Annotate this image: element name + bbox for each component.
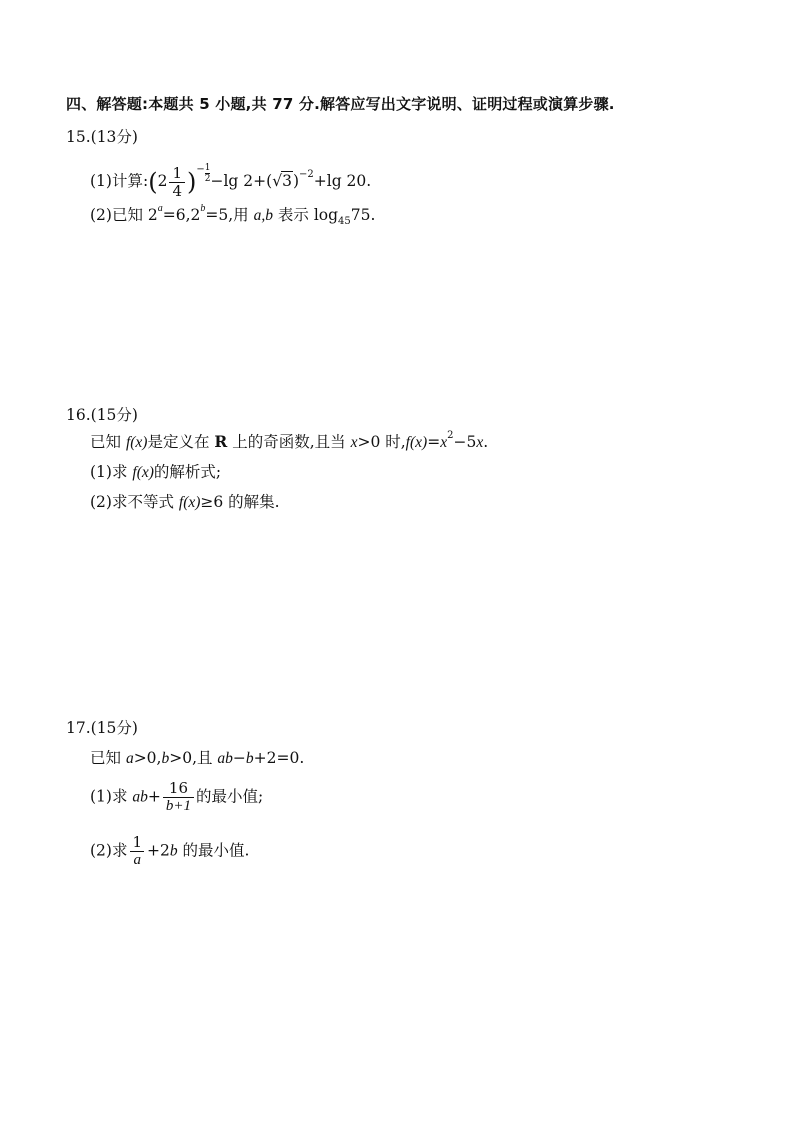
q17-p1-b: 的最小值; [196,787,264,806]
q15-p1-label: (1)计算: [90,172,149,190]
q15-p1-fraction [169,165,185,200]
q15-p2-a: a [157,203,163,214]
sqrt-sign-icon: √ [272,172,283,190]
q16-part2 [90,492,280,513]
q16-intro-R: R [214,432,228,451]
q15-p1-tail: +lg 20. [313,172,372,190]
q16-p1-b: 的解析式; [153,463,222,481]
q17-p2-bvar: b [169,842,178,860]
q16-intro [90,432,488,453]
q15-p1-mid: −lg 2+( [210,172,273,190]
q15-p1-frac-num: 1 [172,163,182,182]
q15-p1-sup: −2 [299,169,314,180]
q17-p2-fraction [129,834,145,869]
q16-intro-e: = [427,433,441,451]
q15-p2-b: b [200,203,206,214]
section-header: 四、解答题:本题共 5 小题,共 77 分.解答应写出文字说明、证明过程或演算步骤. [66,95,615,113]
q15-p2-tail: 75. [350,206,376,224]
q16-intro-sq: 2 [447,430,454,441]
q16-intro-d: >0 时, [357,433,406,451]
q16-p1-fx: f(x) [132,464,154,481]
q17-p2-a: (2)求 [90,841,128,860]
q17-p1-den: b+1 [163,797,194,815]
q16-intro-a: 已知 [90,433,126,451]
q15-p2-base: 45 [338,216,351,227]
q16-intro-x: x [350,434,358,451]
q16-intro-g: . [483,433,489,451]
q17-intro-e: +2=0. [253,749,305,767]
q17-part2 [90,834,249,874]
q15-p2-pre: (2)已知 2 [90,206,158,224]
q15-p1-frac-den: 4 [169,182,185,200]
q17-p1-fraction [163,780,194,815]
q15-p2-mid1: =6,2 [162,206,201,224]
q16-intro-fx: f(x) [125,434,148,451]
q16-intro-x3: x [476,434,484,451]
q15-part1: (1)计算:(2 $\frac{1}{4}$ )− $\frac{1}{2}$ −lg $2+(√3)^{-2}+\lg$ 20. [90,163,372,200]
q15-p1-sqrt: 3 [282,172,292,190]
q17-intro-ab: ab [217,750,233,767]
q16-p2-a: (2)求不等式 [90,493,179,511]
q15-part2 [90,205,375,226]
q15-p2-ab: a,b [253,207,273,224]
q15-p1-close: ) [292,172,300,190]
q17-p1-ab: ab [132,788,148,806]
q15-p1-exp-sign: − [196,164,205,175]
q17-intro [90,748,304,769]
q17-intro-d: − [232,749,246,767]
q16-intro-x2: x [440,434,448,451]
q16-number: 16.(15分) [66,406,138,424]
q15-p1-exp-num: 1 [204,163,211,173]
q15-p1-whole: 2 [157,172,168,190]
q16-intro-c: 上的奇函数,且当 [227,433,351,451]
q15-number: 15.(13分) [66,128,138,146]
q17-p1-num: 16 [168,779,188,797]
q17-p2-b: +2 [147,841,170,860]
q15-p2-mid2: =5,用 [205,206,254,224]
q16-intro-fx2: f(x) [405,434,428,451]
q17-part1 [90,780,263,820]
q17-p2-den: a [130,851,144,869]
q17-intro-a-var: a [125,750,134,767]
q17-intro-a: 已知 [90,749,126,767]
q15-p2-mid3: 表示 log [272,206,339,224]
q16-intro-f: −5 [453,433,477,451]
q17-intro-b-var: b [161,750,170,767]
q17-p2-c: 的最小值. [177,841,250,860]
q17-intro-c: >0,且 [169,749,218,767]
q16-part1 [90,462,221,483]
q17-p1-a: (1)求 [90,787,133,806]
q16-intro-b: 是定义在 [147,433,215,451]
q17-intro-b: >0, [133,749,162,767]
q16-p1-a: (1)求 [90,463,133,481]
q16-p2-b: ≥6 的解集. [200,493,280,511]
q15-p1-exp-den: 2 [204,174,211,184]
q17-intro-b2: b [245,750,254,767]
q17-p2-num: 1 [132,833,143,851]
q16-p2-fx: f(x) [178,494,201,511]
q17-number: 17.(15分) [66,719,138,737]
q17-p1-plus: + [147,787,161,806]
